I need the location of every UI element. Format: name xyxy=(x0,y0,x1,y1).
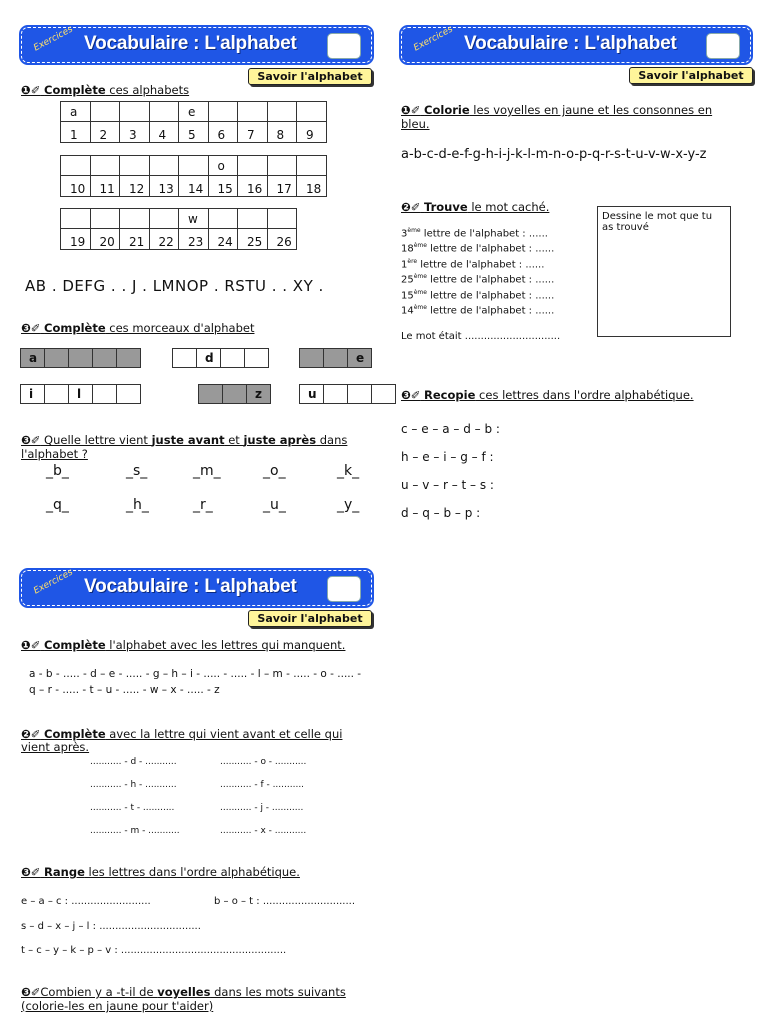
caps-sequence: AB . DEFG . . J . LMNOP . RSTU . . XY . xyxy=(25,277,324,295)
before-after-item[interactable]: _h_ xyxy=(126,497,149,513)
piece-cell[interactable] xyxy=(220,348,245,368)
question-text: le mot caché. xyxy=(467,200,550,214)
piece-cell[interactable] xyxy=(92,348,117,368)
alphabet-grid-2 xyxy=(60,155,327,197)
piece-cell[interactable]: l xyxy=(68,384,93,404)
neighbor-item[interactable]: ........... - h - ........... xyxy=(90,780,177,790)
piece-cell[interactable]: i xyxy=(20,384,45,404)
question-3 xyxy=(401,388,694,402)
neighbor-item[interactable]: ........... - o - ........... xyxy=(220,757,307,767)
neighbor-item[interactable]: ........... - j - ........... xyxy=(220,803,304,813)
question-text: ces morceaux d'alphabet xyxy=(105,321,255,335)
question-1 xyxy=(401,103,712,117)
question-text: Quelle lettre vient xyxy=(40,433,152,447)
piece-cell[interactable] xyxy=(198,384,223,404)
grid-number: 21 xyxy=(120,229,150,250)
question-number: ❷✐ xyxy=(21,727,41,741)
drawing-box-label: Dessine le mot que tu as trouvé xyxy=(602,211,713,233)
badge-savoir: Savoir l'alphabet xyxy=(629,67,753,84)
grid-number: 23 xyxy=(179,229,209,250)
alphabet-piece xyxy=(173,348,269,368)
range-line: t – c – y – k – p – v : .................................................... xyxy=(21,945,287,956)
grid-cell[interactable] xyxy=(238,156,268,176)
grid-number: 11 xyxy=(90,176,120,197)
banner-tag: Exercices xyxy=(32,24,75,54)
grid-cell[interactable] xyxy=(238,102,268,122)
grid-cell[interactable] xyxy=(297,156,327,176)
order-line: c – e – a – d – b : xyxy=(401,422,500,436)
bold-term: voyelles xyxy=(157,985,211,999)
grid-number: 9 xyxy=(297,122,327,143)
missing-letters-line-2: q – r - ..... - t – u - ..... - w – x - ..... - z xyxy=(29,684,220,696)
order-line: u – v – r – t – s : xyxy=(401,478,494,492)
banner-box xyxy=(706,33,740,59)
banner-box xyxy=(327,33,361,59)
grid-number: 19 xyxy=(61,229,91,250)
grid-number: 25 xyxy=(238,229,268,250)
before-after-item[interactable]: _b_ xyxy=(46,463,69,479)
clue-line: 25ème lettre de l'alphabet : ...... xyxy=(401,273,555,286)
grid-cell[interactable] xyxy=(120,102,150,122)
question-2-line2: vient après. xyxy=(21,740,90,754)
grid-cell[interactable] xyxy=(90,102,120,122)
before-after-item[interactable]: _s_ xyxy=(126,463,148,479)
question-number: ❶✐ xyxy=(21,83,41,97)
grid-cell[interactable] xyxy=(149,102,179,122)
before-after-item[interactable]: _o_ xyxy=(263,463,286,479)
grid-cell[interactable]: e xyxy=(179,102,209,122)
question-2 xyxy=(21,321,254,335)
banner-tag: Exercices xyxy=(32,567,75,597)
piece-cell[interactable] xyxy=(44,348,69,368)
alphabet-piece xyxy=(300,384,396,404)
neighbor-item[interactable]: ........... - f - ........... xyxy=(220,780,305,790)
question-3-line2: l'alphabet ? xyxy=(21,447,88,461)
clue-line: 14ème lettre de l'alphabet : ...... xyxy=(401,304,555,317)
clue-line: 15ème lettre de l'alphabet : ...... xyxy=(401,288,555,301)
word-was: Le mot était .............................. xyxy=(401,331,561,342)
banner xyxy=(21,24,372,63)
grid-cell[interactable] xyxy=(208,209,238,229)
piece-cell[interactable] xyxy=(244,348,269,368)
question-number: ❸✐ xyxy=(21,433,41,447)
grid-cell[interactable] xyxy=(208,102,238,122)
grid-number: 5 xyxy=(179,122,209,143)
grid-cell[interactable] xyxy=(267,102,297,122)
question-verb: Trouve xyxy=(424,200,468,214)
question-verb: Complète xyxy=(44,638,106,652)
question-verb: Complète xyxy=(44,83,106,97)
question-number: ❸✐ xyxy=(21,321,41,335)
grid-number: 18 xyxy=(297,176,327,197)
piece-cell[interactable] xyxy=(323,348,348,368)
grid-number: 4 xyxy=(149,122,179,143)
grid-number: 1 xyxy=(61,122,91,143)
question-3 xyxy=(21,433,347,447)
question-number: ❸✐ xyxy=(21,985,41,999)
grid-cell[interactable] xyxy=(267,209,297,229)
banner-box xyxy=(327,576,361,602)
grid-cell[interactable] xyxy=(61,209,91,229)
piece-cell[interactable] xyxy=(222,384,247,404)
clue-line: 18ème lettre de l'alphabet : ...... xyxy=(401,242,555,255)
neighbor-item[interactable]: ........... - t - ........... xyxy=(90,803,175,813)
question-1 xyxy=(21,83,189,97)
grid-number: 15 xyxy=(208,176,238,197)
before-after-item[interactable]: _u_ xyxy=(263,497,286,513)
grid-cell[interactable] xyxy=(297,102,327,122)
question-2 xyxy=(401,200,549,214)
before-after-item[interactable]: _r_ xyxy=(193,497,213,513)
range-line: b – o – t : ............................. xyxy=(214,896,356,907)
question-verb: Range xyxy=(44,865,85,879)
piece-cell[interactable] xyxy=(172,348,197,368)
missing-letters-line-1: a - b - ..... - d – e - ..... - g – h – i - ..... - ..... - l – m - ..... - o - ..... - xyxy=(29,668,362,680)
question-text: l'alphabet avec les lettres qui manquent. xyxy=(105,638,346,652)
question-text: Combien y a -t-il de xyxy=(40,985,158,999)
alphabet-piece xyxy=(21,384,141,404)
question-number: ❶✐ xyxy=(401,103,421,117)
alphabet-grid-3 xyxy=(60,208,297,250)
grid-number: 7 xyxy=(238,122,268,143)
grid-number: 20 xyxy=(90,229,120,250)
range-line: s – d – x – j – l : ................................ xyxy=(21,921,201,932)
question-verb: Complète xyxy=(44,321,106,335)
question-number: ❶✐ xyxy=(21,638,41,652)
grid-number: 3 xyxy=(120,122,150,143)
banner-title: Vocabulaire : L'alphabet xyxy=(84,33,297,54)
grid-number: 12 xyxy=(120,176,150,197)
question-number: ❸✐ xyxy=(21,865,41,879)
grid-number: 14 xyxy=(179,176,209,197)
alphabet-grid-1 xyxy=(60,101,327,143)
piece-cell[interactable] xyxy=(116,384,141,404)
piece-cell[interactable] xyxy=(347,384,372,404)
piece-cell[interactable]: z xyxy=(246,384,271,404)
grid-number: 10 xyxy=(61,176,91,197)
grid-number: 8 xyxy=(267,122,297,143)
grid-cell[interactable]: w xyxy=(179,209,209,229)
neighbor-item[interactable]: ........... - m - ........... xyxy=(90,826,180,836)
banner-tag: Exercices xyxy=(412,24,455,54)
question-text: les lettres dans l'ordre alphabétique. xyxy=(84,865,300,879)
question-1 xyxy=(21,638,345,652)
grid-cell[interactable]: o xyxy=(208,156,238,176)
neighbor-item[interactable]: ........... - d - ........... xyxy=(90,757,177,767)
question-verb: Colorie xyxy=(424,103,470,117)
piece-cell[interactable] xyxy=(299,348,324,368)
grid-number: 17 xyxy=(267,176,297,197)
grid-cell[interactable]: a xyxy=(61,102,91,122)
order-line: h – e – i – g – f : xyxy=(401,450,494,464)
banner xyxy=(21,567,372,606)
piece-cell[interactable] xyxy=(371,384,396,404)
question-text: dans xyxy=(316,433,348,447)
question-text: et xyxy=(224,433,244,447)
question-text: avec la lettre qui vient avant et celle qui xyxy=(105,727,343,741)
grid-number: 2 xyxy=(90,122,120,143)
bold-term: juste avant xyxy=(151,433,225,447)
piece-cell[interactable] xyxy=(44,384,69,404)
grid-cell[interactable] xyxy=(149,156,179,176)
grid-cell[interactable] xyxy=(61,156,91,176)
before-after-item[interactable]: _k_ xyxy=(337,463,360,479)
grid-cell[interactable] xyxy=(149,209,179,229)
grid-cell[interactable] xyxy=(90,209,120,229)
clue-line: 3ème lettre de l'alphabet : ...... xyxy=(401,227,548,240)
grid-cell[interactable] xyxy=(120,156,150,176)
piece-cell[interactable]: u xyxy=(299,384,324,404)
grid-number: 22 xyxy=(149,229,179,250)
question-number: ❷✐ xyxy=(401,200,421,214)
question-verb: Complète xyxy=(44,727,106,741)
question-verb: Recopie xyxy=(424,388,476,402)
question-text: les voyelles en jaune et les consonnes en xyxy=(469,103,713,117)
banner xyxy=(401,24,751,63)
badge-savoir: Savoir l'alphabet xyxy=(248,68,372,85)
bold-term: juste après xyxy=(243,433,317,447)
piece-cell[interactable]: a xyxy=(20,348,45,368)
grid-number: 13 xyxy=(149,176,179,197)
piece-cell[interactable] xyxy=(92,384,117,404)
piece-cell[interactable] xyxy=(68,348,93,368)
grid-number: 26 xyxy=(267,229,297,250)
badge-savoir: Savoir l'alphabet xyxy=(248,610,372,627)
alphabet-piece xyxy=(21,348,141,368)
piece-cell[interactable]: e xyxy=(347,348,372,368)
grid-cell[interactable] xyxy=(238,209,268,229)
grid-cell[interactable] xyxy=(120,209,150,229)
before-after-item[interactable]: _y_ xyxy=(337,497,360,513)
grid-number: 6 xyxy=(208,122,238,143)
piece-cell[interactable] xyxy=(323,384,348,404)
grid-number: 16 xyxy=(238,176,268,197)
alphabet-piece xyxy=(300,348,372,368)
order-line: d – q – b – p : xyxy=(401,506,481,520)
alphabet-piece xyxy=(199,384,271,404)
range-line: e – a – c : ......................... xyxy=(21,896,151,907)
banner-title: Vocabulaire : L'alphabet xyxy=(464,33,677,54)
question-4 xyxy=(21,985,346,999)
grid-cell[interactable] xyxy=(267,156,297,176)
question-text: ces alphabets xyxy=(105,83,190,97)
banner-title: Vocabulaire : L'alphabet xyxy=(84,576,297,597)
clue-line: 1ère lettre de l'alphabet : ...... xyxy=(401,257,545,271)
drawing-box[interactable] xyxy=(597,206,731,337)
question-3 xyxy=(21,865,300,879)
question-text: dans les mots suivants xyxy=(210,985,346,999)
alphabet-line: a-b-c-d-e-f-g-h-i-j-k-l-m-n-o-p-q-r-s-t-u-v-w-x-y-z xyxy=(401,147,707,162)
neighbor-item[interactable]: ........... - x - ........... xyxy=(220,826,307,836)
grid-cell[interactable] xyxy=(179,156,209,176)
question-1-line2: bleu. xyxy=(401,117,430,131)
piece-cell[interactable]: d xyxy=(196,348,221,368)
question-4-line2: (colorie-les en jaune pour t'aider) xyxy=(21,999,214,1013)
question-number: ❸✐ xyxy=(401,388,421,402)
grid-cell[interactable] xyxy=(90,156,120,176)
question-text: ces lettres dans l'ordre alphabétique. xyxy=(475,388,694,402)
before-after-item[interactable]: _m_ xyxy=(193,463,221,479)
before-after-item[interactable]: _q_ xyxy=(46,497,69,513)
grid-number: 24 xyxy=(208,229,238,250)
question-2 xyxy=(21,727,342,741)
piece-cell[interactable] xyxy=(116,348,141,368)
